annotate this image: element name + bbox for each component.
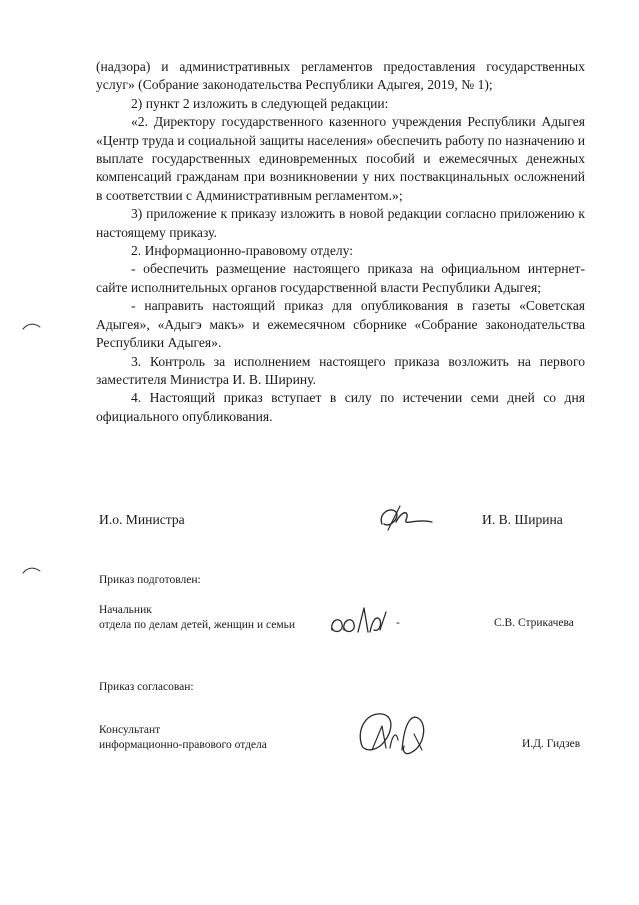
prepared-dash: - [396, 617, 400, 629]
paragraph-section-2: 2. Информационно-правовому отделу: [131, 243, 354, 259]
document-body [96, 58, 585, 426]
paragraph-item-2-text: «2. Директору государственного казенного учреждения Республики Адыгея «Центр труда и социальной защиты населения» обеспечить работу по назначению и выплате государственных единовременных пособий и ежемесячных денежных компенсаций гражданам при возникновении у них поствакцинальных осложнений в соответствии с Административным регламентом.»; [96, 114, 585, 203]
minister-name: И. В. Ширина [482, 512, 563, 527]
prepared-name: С.В. Стрикачева [494, 617, 574, 629]
prepared-heading: Приказ подготовлен: [99, 574, 201, 586]
paragraph-section-4: 4. Настоящий приказ вступает в силу по истечении семи дней со дня официального опубликования. [96, 390, 585, 424]
scan-mark-lower [22, 562, 42, 580]
paragraph-bullet-newspapers: - направить настоящий приказ для опубликования в газеты «Советская Адыгея», «Адыгэ макъ» и ежемесячном сборнике «Собрание законодательства Республики Адыгея». [96, 298, 585, 351]
paragraph-item-3: 3) приложение к приказу изложить в новой редакции согласно приложению к настоящему приказу. [96, 206, 585, 240]
minister-title: И.о. Министра [99, 512, 185, 527]
paragraph-item-2: 2) пункт 2 изложить в следующей редакции: [131, 95, 389, 111]
prepared-position-line2: отдела по делам детей, женщин и семьи [99, 619, 296, 631]
prepared-position-line1: Начальник [99, 604, 152, 616]
agreed-signature [352, 706, 436, 769]
minister-signature [376, 500, 436, 541]
paragraph-intro-continuation: (надзора) и административных регламентов предоставления государственных услуг» (Собрание законодательства Республики Адыгея, 2019, № 1); [96, 59, 585, 93]
agreed-position-line1: Консультант [99, 724, 161, 736]
agreed-position-line2: информационно-правового отдела [99, 739, 267, 751]
paragraph-section-3: 3. Контроль за исполнением настоящего приказа возложить на первого заместителя Министра И. В. Ширину. [96, 353, 585, 387]
agreed-heading: Приказ согласован: [99, 681, 194, 693]
paragraph-bullet-website: - обеспечить размещение настоящего приказа на официальном интернет-сайте исполнительных органов государственной власти Республики Адыгея; [96, 261, 585, 295]
agreed-name: И.Д. Гидзев [522, 738, 581, 750]
scan-mark-upper [22, 318, 42, 336]
prepared-signature [328, 600, 398, 647]
